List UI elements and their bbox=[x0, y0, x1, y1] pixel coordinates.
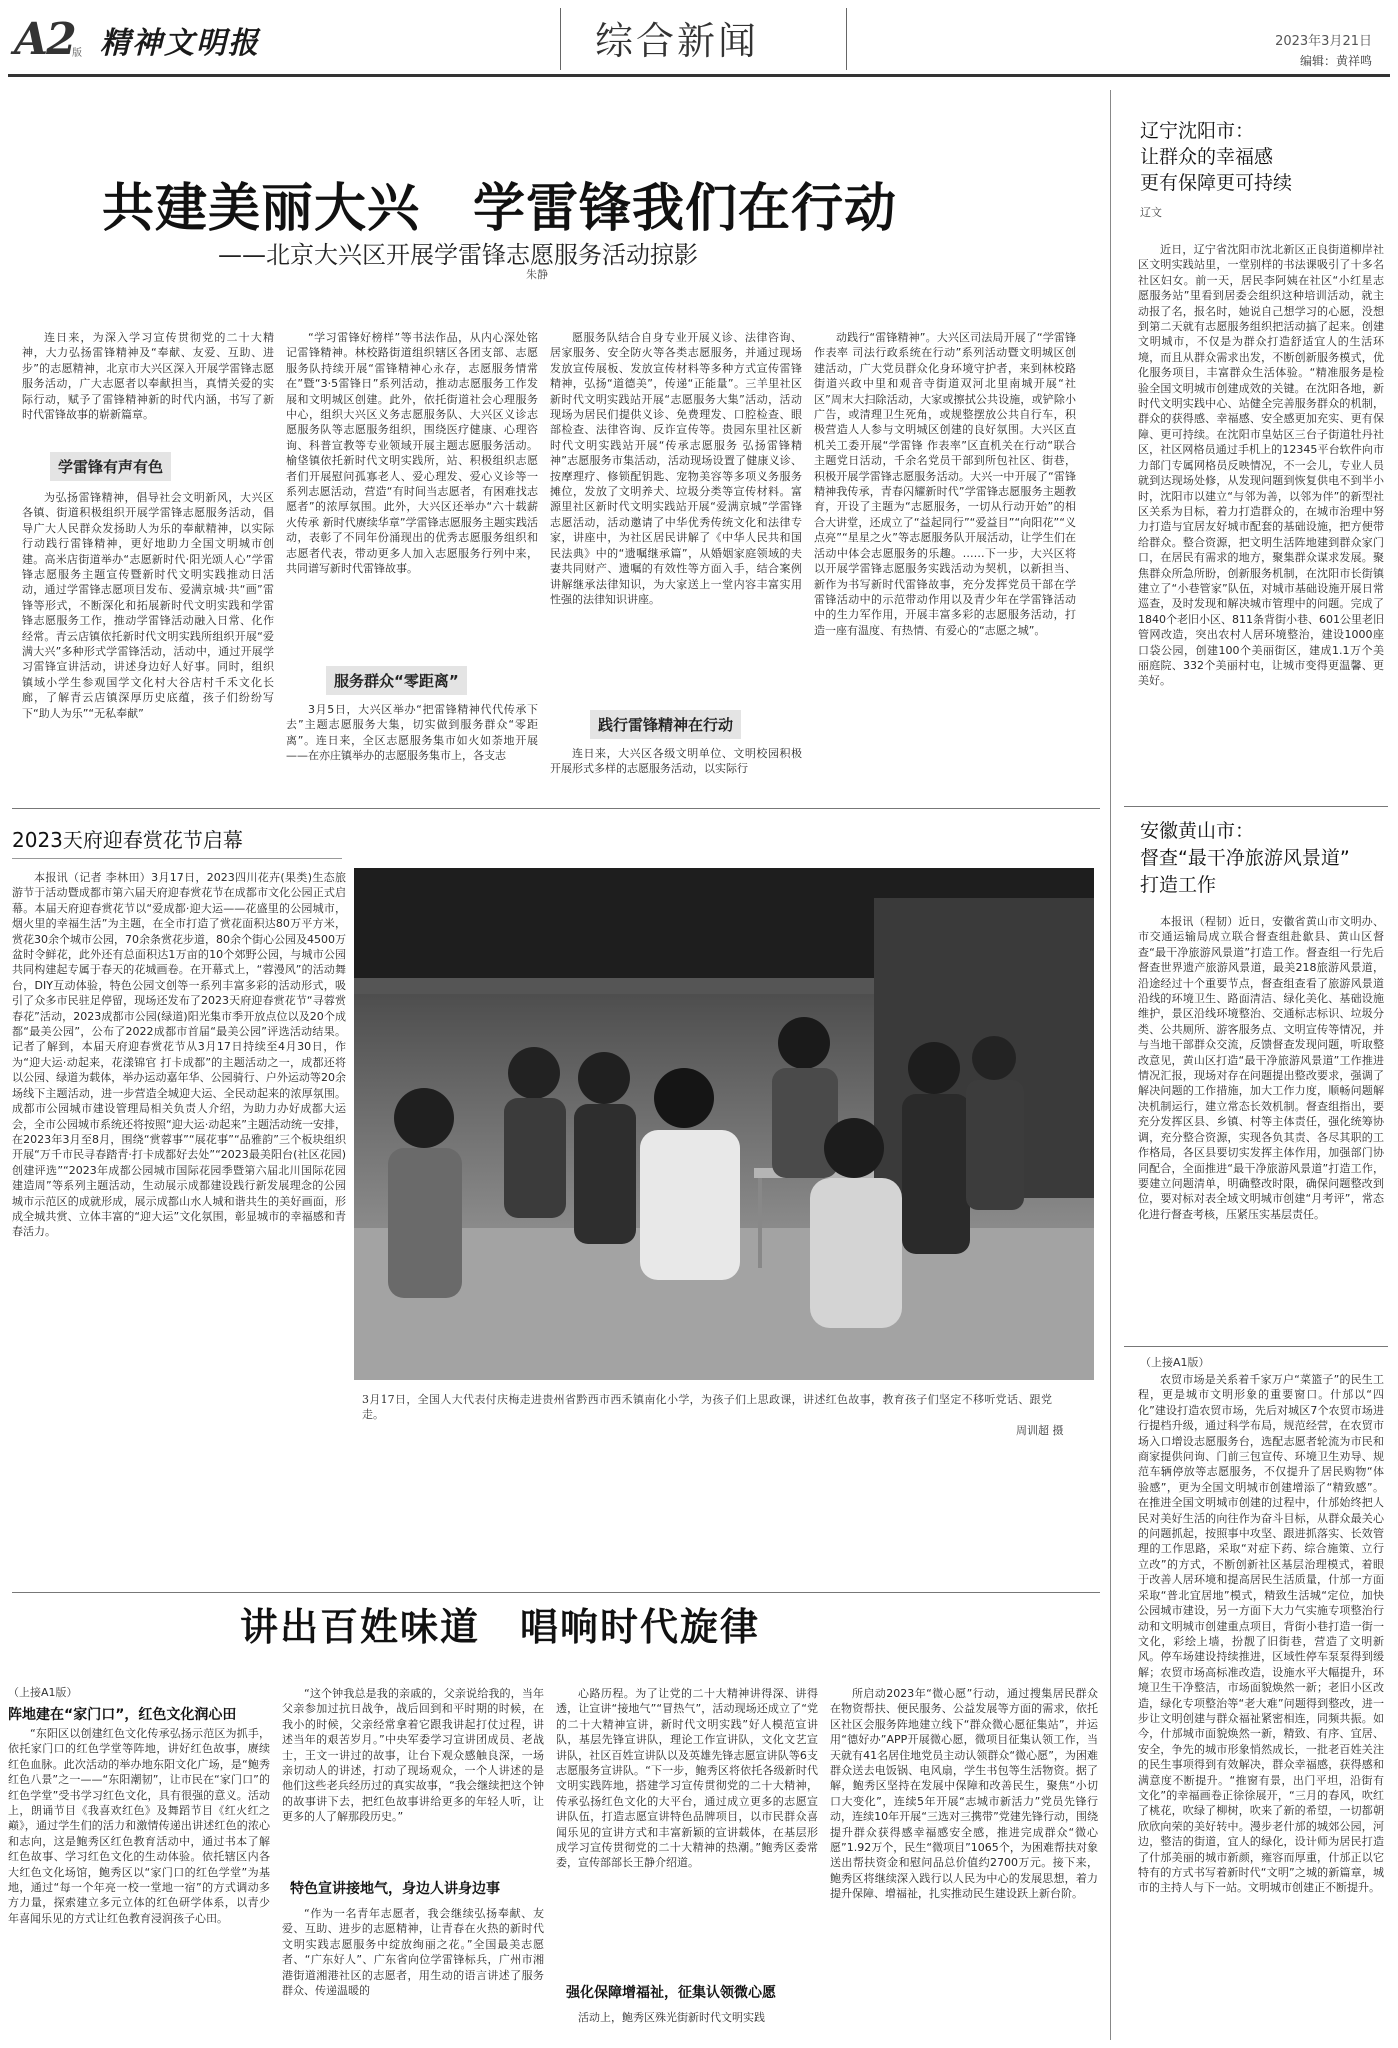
flower-headline-rule bbox=[12, 858, 342, 859]
liaoning-article bbox=[1126, 118, 1386, 808]
continued-body-text: 农贸市场是关系着千家万户“菜篮子”的民生工程，更是城市文明形象的重要窗口。什邡以“四化”建设打造农贸市场，先后对城区7个农贸市场进行提档升级，通过科学布局，规范经营，在农贸市场入口增设志愿服务台，选配志愿者轮流为市民和商家提供问询、门前三包宣传、环境卫生劝导、规范车辆停放等志愿服务，不仅提升了居民购物“体验感”，更为全国文明城市创建增添了“精致感”。在推进全国文明城市创建的过程中，什邡始终把人民对美好生活的向往作为奋斗目标，从群众最关心的问题抓起，按照事中攻坚、跟进抓落实、长效管理的工作思路，采取“对症下药、综合施策、立行立改”的方式，不断创新社区基层治理模式，着眼于改善人居环境和提高居民生活质量，什邡一方面采取“普北宜居地”模式，精致生活城“定位，加快公园城市建设，另一方面下大力气实施专项整治行动和文明城市创建重点项目，背街小巷打造一街一文化，彩绘上墙，扮靓了旧街巷，营造了文明新风。停车场建设持续推进，区域性停车泵泵得到缓解；农贸市场高标准改造，设施水平大幅提升，环境卫生干净整洁，市场面貌焕然一新；老旧小区改造，绿化专项整治等“老大难”问题得到整改，进一步让文明创建与群众福祉紧密相连，同频共振。如今，什邡城市面貌焕然一新，精致、有序、宜居、安全，争先的城市形象悄然成长，一批老百姓关注的民生事项得到有效解决，群众幸福感，获得感和满意度不断提升。“推窗有景，出门平坦，沿街有文化”的幸福画卷正徐徐展开，“三月的春风，吹红了桃花，吹绿了柳树，吹来了新的希望，一切都朝欣欣向荣的美好转中。漫步老什邡的城郊公园，河边，整洁的街道，宜人的绿化，设计师为居民打造了什邡美丽的城市新颜，雍容而厚重，什邡正以它特有的方式书写着新时代“文明”之城的新篇章，城市的主持人与下一站。文明城市创建正不断提升。 bbox=[1138, 1373, 1384, 1895]
lead-intro-text: 连日来，为深入学习宣传贯彻党的二十大精神，大力弘扬雷锋精神及“奉献、友爱、互助、进步”的志愿精神，北京市大兴区深入开展学雷锋志愿服务活动，广大志愿者以奉献担当，真情关爱的实际行动，赋予了雷锋精神新的时代内涵，书写了新时代雷锋故事的崭新篇章。 bbox=[22, 331, 274, 422]
bottom-article bbox=[0, 1596, 1110, 2048]
lead-subtitle: ——北京大兴区开展学雷锋志愿服务活动掠影 bbox=[218, 241, 698, 269]
lead-col-4-text: 动践行“雷锋精神”。大兴区司法局开展了“学雷锋 作表率 司法行政系统在行动”系列活动暨文明城区创建活动，广大党员群众化身环境守护者，来到林校路街道兴政中里和观音寺街道双河北里南城开展“社区”周末大扫除活动，大家或擦拭公共设施，或铲除小广告，或清理卫生死角，或规整摆放公共自行车，积极营造人人参与文明城区创建的良好氛围。大兴区直机关工委开展“学雷锋 作表率”区直机关在行动“联合主题党日活动，千余名党员干部到所包社区、街巷，积极开展学雷锋志愿服务活动。大兴一中开展了“雷锋精神我传承，青春闪耀新时代”学雷锋志愿服务主题教育，开设了主题为“志愿服务，一切从行动开始”的相合大讲堂，还成立了“益起同行”“爱益目”“向阳花”“义点亮”“星星之火”等志愿服务队开展活动，让学生们在活动中体会志愿服务的乐趣。……下一步，大兴区将以开展学雷锋志愿服务实践活动为契机，以新担当、新作为书写新时代雷锋故事，充分发挥党员干部在学雷锋活动中的示范带动作用以及青少年在学雷锋活动中的生力军作用，开展丰富多彩的志愿服务活动，打造一座有温度、有热情、有爱心的“志愿之城”。 bbox=[814, 331, 1076, 637]
photo-caption: 3月17日，全国人大代表付庆梅走进贵州省黔西市西禾镇南化小学，为孩子们上思政课，讲述红色故事，教育孩子们坚定不移听党话、跟党走。 bbox=[362, 1393, 1052, 1421]
subhead-2-label: 服务群众“零距离” bbox=[326, 666, 467, 695]
bottom-continued-label: （上接A1版） bbox=[8, 1686, 78, 1699]
liaoning-body-text: 近日，辽宁省沈阳市沈北新区正良街道柳岸社区文明实践站里，一堂别样的书法课吸引了十多名社区妇女。前一天，居民李阿姨在社区“小红星志愿服务站”里看到居委会组织这种培训活动，就主动报了名，报名时，她说自己想学习的心愿，没想到第二天就有志愿服务组织把活动搞了起来。创建文明城市，不仅是为群众打造舒适宜人的生活环境，而且从群众需求出发，不断创新服务模式，优化服务项目，丰富群众生活体验。“精准服务是检验全国文明城市创建成效的关键。在沈阳各地，新时代文明实践中心、站健全完善服务群众的机制，群众的获得感、幸福感、安全感更加充实、更有保障、更可持续。在沈阳市皇姑区三台子街道牡丹社区，社区网格员通过手机上的12345平台软件向市力部门专属网格员反映情况，不一会儿，专业人员就到达现场处修，从发现问题到恢复供电不到半小时，沈阳市以建立“与邻为善，以邻为伴”的新型社区关系为目标，着力打造群众的，在城市治理中努力打造与宜居友好城市配套的基础设施，把方便带给群众。整合资源，把文明生活阵地建到群众家门口，在居民有需求的地方，聚集群众谋求发展。聚焦群众所急所盼，创新服务机制，在沈阳市长街镇建立了“小巷管家”队伍，对城市基础设施开展日常巡查，及时发现和解决城市管理中的问题。完成了1840个老旧小区、811条背街小巷、601公里老旧管网改造，突出农村人居环境整治，建设1000座口袋公园，创建100个美丽街区，建成1.1万个美丽庭院、332个美丽村屯，让城市变得更温馨、更美好。 bbox=[1138, 243, 1384, 688]
bottom-col-3 bbox=[556, 1686, 818, 1982]
bottom-subhead-2: 特色宣讲接地气，身边人讲身边事 bbox=[290, 1881, 500, 1897]
middle-bottom-rule bbox=[12, 1592, 1100, 1593]
subhead-2 bbox=[326, 666, 467, 695]
bottom-col-2-text: “这个钟我总是我的亲戚的，父亲说给我的，当年父亲参加过抗日战争，战后回到和平时期的时候，在我小的时候，父亲经常拿着它跟我讲起打仗过程，讲述当年的艰苦岁月。”中央军委学习宣讲团成员、老战士，王文一讲过的故事，让台下观众感触良深，一场亲切动人的讲述，打动了现场观众，一个人讲述的是他们这些老兵经历过的真实故事，“我会继续把这个钟的故事讲下去，把红色故事讲给更多的年轻人听，让更多的人了解那段历史。” bbox=[282, 1687, 544, 1824]
flower-article bbox=[0, 812, 354, 1632]
subhead-3 bbox=[590, 710, 741, 739]
lead-col-4 bbox=[814, 330, 1076, 868]
masthead-divider-left bbox=[560, 8, 561, 70]
editor-credit: 编辑：黄祥鸣 bbox=[1299, 54, 1372, 68]
subhead-1-label: 学雷锋有声有色 bbox=[50, 452, 171, 481]
lead-col-3b-text: 连日来，大兴区各级文明单位、文明校园积极开展形式多样的志愿服务活动，以实际行 bbox=[550, 747, 802, 776]
lead-col-3-text: 愿服务队结合自身专业开展义诊、法律咨询、居家服务、安全防火等各类志愿服务，并通过现场发放宣传展板、发放宣传材料等多种方式宣传雷锋精神，弘扬“道德美”，传递“正能量”。三羊里社区新时代文明实践站开展“志愿服务大集”活动，活动现场为居民们提供义诊、免费理发、口腔检查、眼部检查、法律咨询、反诈宣传等。贵园东里社区新时代文明实践站开展“传承志愿服务 弘扬雷锋精神”志愿服务市集活动，活动现场设置了健康义诊、按摩理疗、修锁配钥匙、宠物美容等多项义务服务摊位，发放了文明养犬、垃圾分类等宣传材料。富源里社区新时代文明实践站开展“爱满京城”学雷锋志愿活动，活动邀请了中华优秀传统文化和法律专家，讲座中，为社区居民讲解了《中华人民共和国民法典》中的“遗嘱继承篇”，从婚姻家庭领域的夫妻共同财产、遗嘱的有效性等方面入手，结合案例讲解继承法律知识，为大家送上一堂内容丰富实用性强的法律知识讲座。 bbox=[550, 331, 802, 606]
bottom-subhead-1: 阵地建在“家门口”，红色文化润心田 bbox=[8, 1707, 237, 1723]
page-suffix: 版 bbox=[72, 48, 82, 59]
masthead-divider-right bbox=[846, 8, 847, 70]
continued-article bbox=[1126, 1354, 1386, 2044]
flower-body-text: 本报讯（记者 李林田）3月17日，2023四川花卉(果类)生态旅游节于活动暨成都市第六届天府迎春赏花节在成都市文化公园正式启幕。本届天府迎春赏花节以“爱成都·迎大运——花盛里的公园城市，烟火里的幸福生活”为主题，在全市打造了赏花面积达80万平方米，赏花30余个城市公园，70余条赏花步道，80余个街心公园及4500万盆时令鲜花，此外还有总面积达1万亩的10个郊野公园，与城市公园共同构建起专属于春天的花城画卷。在开幕式上，“蓉漫风”的活动舞台，DIY互动体验，特色公园文创等一系列丰富多彩的活动形式，吸引了众多市民驻足停留，现场还发布了2023天府迎春赏花节“寻蓉赏春花”活动，2023成都市公园(绿道)阳光集市季开放点位以及20个成都“最美公园”，公布了2022成都市首届“最美公园”评选活动结果。记者了解到，本届天府迎春赏花节从3月17日持续至4月30日，作为“迎大运·动起来，花漾锦官 打卡成都”的主题活动之一，成都还将以公园、绿道为载体，举办运动嘉年华、公园骑行、户外运动等20余场线下主题活动，进一步营造全城迎大运、全民动起来的浓厚氛围。成都市公园城市建设管理局相关负责人介绍，为助力办好成都大运会，全市公园城市系统还将按照“迎大运·动起来”主题活动统一安排，在2023年3月至8月，围绕“赏蓉事”“展花事”“品雅韵”三个板块组织开展“万千市民寻春踏青·打卡成都好去处”“2023最美阳台(社区花园)创建评选”“2023年成都公园城市国际花园季暨第六届北川国际花园建造周”等系列主题活动，生动展示成都建设践行新发展理念的公园城市示范区的成就形成，展示成都山水人城和谐共生的美好画面，形成全城共赏、立体丰富的“迎大运”文化氛围，彰显城市的幸福感和青春活力。 bbox=[12, 871, 346, 1239]
bottom-col-4-text: 所启动2023年“微心愿”行动，通过搜集居民群众在物资帮扶、便民服务、公益发展等方面的需求，依托区社区会服务阵地建立线下“群众微心愿征集站”，并运用“德好办”APP开展微心愿，微项目征集认领工作，当天就有41名居住地党员主动认领群众“微心愿”，为困难群众送去电饭锅、电风扇，学生书包等生活物资。据了解，鲍秀区坚持在发展中保障和改善民生，聚焦“小切口大变化”，连续5年开展“志城市新活力”党员先锋行动，连续10年开展“三选对三携带”党建先锋行动，围绕提升群众获得感幸福感安全感，推进完成群众“微心愿”1.92万个，民生“微项目”1065个，为困难帮扶对象送出帮扶资金和慰问品总价值约2700万元。接下来，鲍秀区将继续深入践行以人民为中心的发展思想，着力提升保障、增福祉，扎实推动民生建设跃上新台阶。 bbox=[830, 1687, 1098, 1901]
bottom-col-4 bbox=[830, 1686, 1098, 2042]
page-number: A2 bbox=[14, 14, 75, 65]
bottom-col-1-text: “东阳区以创建红色文化传承弘扬示范区为抓手，依托家门口的红色学堂等阵地，讲好红色故事，赓续红色血脉。此次活动的举办地东阳文化广场，是“鲍秀红色八景”之一——“东阳潮韧”，让市民在“家门口”的红色学堂”受书学习红色文化，具有很强的意义。活动上，朗诵节目《我喜欢红色》及舞蹈节目《红火红之巅》，通过学生们的活力和激情传递出讲述红色的浓心和志向，这是鲍秀区红色教育活动中，通过书本了解红色故事、学习红色文化的生动体验。依托辖区内各大红色文化场馆，鲍秀区以“家门口的红色学堂”为基地，通过“每一个年亮一校一堂地一宿”的方式调动多方力量，探索建立多元立体的红色研学体系，以青少年喜闻乐见的方式让红色教育浸润孩子心田。 bbox=[8, 1727, 270, 1925]
liaoning-author: 辽文 bbox=[1140, 206, 1162, 219]
photo-illustration bbox=[354, 868, 1094, 1380]
subhead-1 bbox=[50, 452, 171, 481]
liaoning-body bbox=[1138, 242, 1384, 792]
lead-bottom-rule bbox=[12, 808, 1100, 809]
bottom-headline: 讲出百姓味道 唱响时代旋律 bbox=[240, 1605, 761, 1649]
bottom-col-2b-text: “作为一名青年志愿者，我会继续弘扬奉献、友爱、互助、进步的志愿精神，让青春在火热的新时代文明实践志愿服务中绽放绚丽之花。”全国最美志愿者、“广东好人”、广东省向位学雷锋标兵，广州市湘港街道湘港社区的志愿者，用生动的语言讲述了服务群众、传递温暖的 bbox=[282, 1907, 544, 1998]
bottom-col-2b bbox=[282, 1906, 544, 2042]
continued-body bbox=[1138, 1372, 1384, 2036]
sidebar-divider bbox=[1110, 90, 1111, 2040]
lead-col-2-text: “学习雷锋好榜样”等书法作品，从内心深处铭记雷锋精神。林校路街道组织辖区各团支部、志愿服务队持续开展“雷锋精神心永存，志愿服务情常在”暨“3·5雷锋日”系列活动，推动志愿服务工作发展和文明城区创建。此外，依托街道社会心理服务中心，组织大兴区义务志愿服务队、大兴区义诊志愿服务队等志愿服务组织，围绕医疗健康、心理咨询、科普宣教等专业领域开展主题志愿服务活动。榆垡镇依托新时代文明实践所，站、积极组织志愿者们开展慰问孤寡老人、爱心理发、爱心义诊等一系列志愿活动，营造“有时间当志愿者，有困难找志愿者”的浓厚氛围。此外，大兴区还举办“六十载薪火传承 新时代赓续华章”学雷锋志愿服务主题实践活动，表彰了不同年份涌现出的优秀志愿服务组织和志愿者代表，带动更多人加入志愿服务行列中来，共同谱写新时代雷锋故事。 bbox=[286, 331, 538, 576]
section-title: 综合新闻 bbox=[595, 19, 760, 63]
anhui-rule bbox=[1124, 1346, 1388, 1347]
continued-from-label: （上接A1版） bbox=[1140, 1356, 1210, 1369]
lead-article bbox=[0, 80, 1110, 800]
lead-headline: 共建美丽大兴 学雷锋我们在行动 bbox=[102, 179, 898, 239]
masthead-rule bbox=[8, 74, 1390, 77]
flower-headline: 2023天府迎春赏花节启幕 bbox=[12, 828, 243, 852]
bottom-subhead-3: 强化保障增福祉，征集认领微心愿 bbox=[566, 1985, 776, 2001]
anhui-body bbox=[1138, 914, 1384, 1340]
bottom-col-3b bbox=[556, 2010, 818, 2042]
subhead-3-label: 践行雷锋精神在行动 bbox=[590, 710, 741, 739]
newspaper-logo: 精神文明报 bbox=[100, 26, 260, 61]
lead-author: 朱静 bbox=[526, 268, 548, 281]
anhui-article bbox=[1126, 818, 1386, 1378]
photo-credit: 周训超 摄 bbox=[1016, 1424, 1064, 1437]
bottom-col-1 bbox=[8, 1726, 270, 2042]
anhui-headline: 安徽黄山市： 督查“最干净旅游风景道” 打造工作 bbox=[1140, 820, 1350, 896]
anhui-body-text: 本报讯（程韧）近日，安徽省黄山市文明办、市交通运输局成立联合督查组赴歙县、黄山区督查“最干净旅游风景道”打造工作。督查组一行先后督查世界遗产旅游风景道，最美218旅游风景道，沿途经过十个重要节点，督查组查看了旅游风景道沿线的环境卫生、路面清洁、绿化美化、基础设施维护，景区沿线环境整治、交通标志标识、垃圾分类、公共厕所、游客服务点、文明宣传等情况，并与当地干部群众交流，反馈督查发现问题，听取整改意见，黄山区打造“最干净旅游风景道”工作推进情况汇报，现场对存在问题提出整改要求，强调了解决问题的工作措施，加大工作力度，顺畅问题解决机制运行，建立常态长效机制。督查组指出，要充分发挥区县、乡镇、村等主体责任，强化统筹协调，充分整合资源，实现各负其责、各尽其职的工作格局，各区县要切实发挥主体作用，加强部门协同配合，全面推进“最干净旅游风景道”打造工作，要建立问题清单，明确整改时限，确保问题整改到位，要对标对表全域文明城市创建“月考评”，常态化进行督查考核，压紧压实基层责任。 bbox=[1138, 915, 1384, 1221]
lead-col-1-text: 为弘扬雷锋精神，倡导社会文明新风，大兴区各镇、街道积极组织开展学雷锋志愿服务活动，倡导广大人民群众发扬助人为乐的奉献精神，以实际行动践行雷锋精神，更好地助力全国文明城市创建。高米店街道举办“志愿新时代·阳光颂人心”学雷锋志愿服务主题宣传暨新时代文明实践推动日活动，通过学雷锋志愿项目发布、爱满京城·共“画”雷锋等形式，不断深化和拓展新时代文明实践和学雷锋志愿服务工作，推动学雷锋活动融入日常、化作经常。青云店镇依托新时代文明实践所组织开展“爱满大兴”多种形式学雷锋活动，活动中，通过开展学习雷锋宣讲活动，讲述身边好人好事。同时，组织镇域小学生参观国学文化村大谷店村千禾文化长廊，了解青云店镇深厚历史底蕴，孩子们纷纷写下“助人为乐”“无私奉献” bbox=[22, 491, 274, 720]
issue-date: 2023年3月21日 bbox=[1275, 34, 1372, 49]
news-photo bbox=[354, 868, 1094, 1380]
liaoning-headline: 辽宁沈阳市： 让群众的幸福感 更有保障更可持续 bbox=[1140, 120, 1293, 194]
lead-col-2b-text: 3月5日，大兴区举办“把雷锋精神代代传承下去”主题志愿服务大集，切实做到服务群众“零距离”。连日来，全区志愿服务集市如火如荼地开展——在亦庄镇举办的志愿服务集市上，各支志 bbox=[286, 703, 538, 763]
lead-col-3b bbox=[550, 746, 802, 868]
masthead bbox=[0, 0, 1398, 80]
flower-body bbox=[12, 870, 346, 1630]
liaoning-rule bbox=[1124, 806, 1388, 807]
bottom-col-3-text: 心路历程。为了让党的二十大精神讲得深、讲得透，让宣讲“接地气”“冒热气”，活动现场还成立了“党的二十大精神宣讲，新时代文明实践”好人模范宣讲队，基层先锋宣讲队，理论工作宣讲队，文化文艺宣讲队，社区百姓宣讲队以及英雄先锋志愿宣讲队等6支志愿服务宣讲队。“下一步，鲍秀区将依托各级新时代文明实践阵地，搭建学习宣传贯彻党的二十大精神，传承弘扬红色文化的大平台，通过成立更多的志愿宣讲队伍，打造志愿宣讲特色品牌项目，以市民群众喜闻乐见的宣讲方式和丰富新颖的宣讲载体，在基层形成学习宣传贯彻党的二十大精神的热潮。”鲍秀区委常委，宣传部部长王静介绍道。 bbox=[556, 1687, 818, 1870]
bottom-col-3b-text: 活动上，鲍秀区殊光街新时代文明实践 bbox=[578, 2011, 765, 2024]
